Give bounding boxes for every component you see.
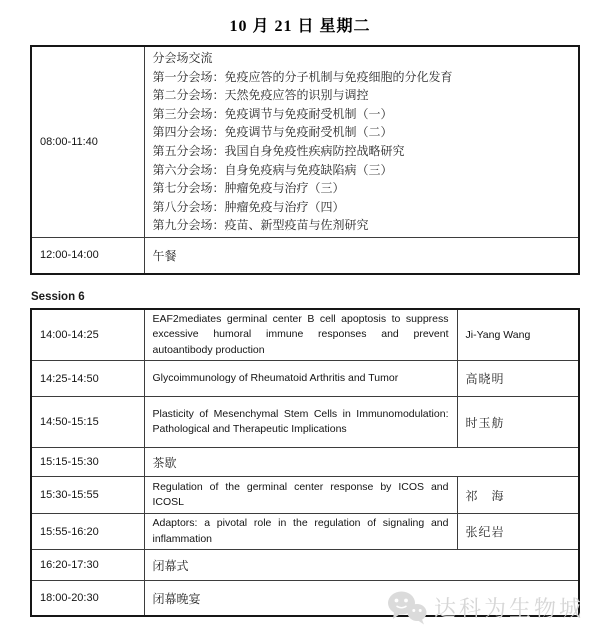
table-row <box>31 397 579 448</box>
watermark-text: 达科为生物城 <box>433 595 584 621</box>
page-title: 10 月 21 日 星期二 <box>229 18 371 35</box>
talk-title-cell: EAF2mediates germinal center B cell apoptosis to suppress excessive humoral immune responses and prevent autoantibody production <box>144 309 457 361</box>
time-cell: 14:25-14:50 <box>31 361 144 397</box>
talk-title-cell: Plasticity of Mesenchymal Stem Cells in Immunomodulation: Pathological and Therapeutic Implications <box>144 397 457 448</box>
talk-title-cell: Glycoimmunology of Rheumatoid Arthritis and Tumor <box>144 361 457 397</box>
table-row <box>31 309 579 361</box>
speaker-cell: Ji-Yang Wang <box>457 309 579 361</box>
speaker-cell: 高晓明 <box>457 361 579 397</box>
table-row <box>31 477 579 514</box>
table-row <box>31 361 579 397</box>
session-line: 第二分会场：天然免疫应答的识别与调控 <box>152 88 369 103</box>
session-line: 第一分会场：免疫应答的分子机制与免疫细胞的分化发育 <box>152 69 453 84</box>
closing-ceremony-cell: 闭幕式 <box>144 550 579 581</box>
talk-title-cell: Regulation of the germinal center response by ICOS and ICOSL <box>144 477 457 514</box>
morning-schedule-table <box>30 45 580 275</box>
session-line: 第四分会场：免疫调节与免疫耐受机制（二） <box>152 125 393 140</box>
closing-banquet-cell: 闭幕晚宴 <box>144 581 579 617</box>
sessions-list-header: 分会场交流 <box>152 51 213 65</box>
talk-title-cell: Adaptors: a pivotal role in the regulation of signaling and inflammation <box>144 514 457 550</box>
session-line: 第八分会场：肿瘤免疫与治疗（四） <box>152 199 345 214</box>
table-row <box>31 46 579 237</box>
table-row <box>31 448 579 477</box>
session-line: 第六分会场：自身免疫病与免疫缺陷病（三） <box>152 162 393 177</box>
time-cell: 16:20-17:30 <box>31 550 144 581</box>
afternoon-schedule-table <box>30 308 580 618</box>
time-cell: 15:30-15:55 <box>31 477 144 514</box>
table-row <box>31 514 579 550</box>
session-line: 第三分会场：免疫调节与免疫耐受机制（一） <box>152 106 393 121</box>
speaker-cell: 祁 海 <box>457 477 579 514</box>
table-row <box>31 237 579 274</box>
time-cell: 12:00-14:00 <box>31 237 144 274</box>
tea-break-cell: 茶歇 <box>144 448 579 477</box>
session-line: 第七分会场：肿瘤免疫与治疗（三） <box>152 181 345 196</box>
sessions-list-cell <box>144 46 579 237</box>
time-cell: 14:00-14:25 <box>31 309 144 361</box>
time-cell: 15:55-16:20 <box>31 514 144 550</box>
session-line: 第五分会场：我国自身免疫性疾病防控战略研究 <box>152 143 405 158</box>
time-cell: 08:00-11:40 <box>31 46 144 237</box>
lunch-cell: 午餐 <box>144 237 579 274</box>
session-label: Session 6 <box>31 290 85 303</box>
time-cell: 14:50-15:15 <box>31 397 144 448</box>
time-cell: 15:15-15:30 <box>31 448 144 477</box>
table-row <box>31 550 579 581</box>
speaker-cell: 时玉舫 <box>457 397 579 448</box>
table-row <box>31 581 579 617</box>
session-line: 第九分会场：疫苗、新型疫苗与佐剂研究 <box>152 218 369 233</box>
time-cell: 18:00-20:30 <box>31 581 144 617</box>
speaker-cell: 张纪岩 <box>457 514 579 550</box>
